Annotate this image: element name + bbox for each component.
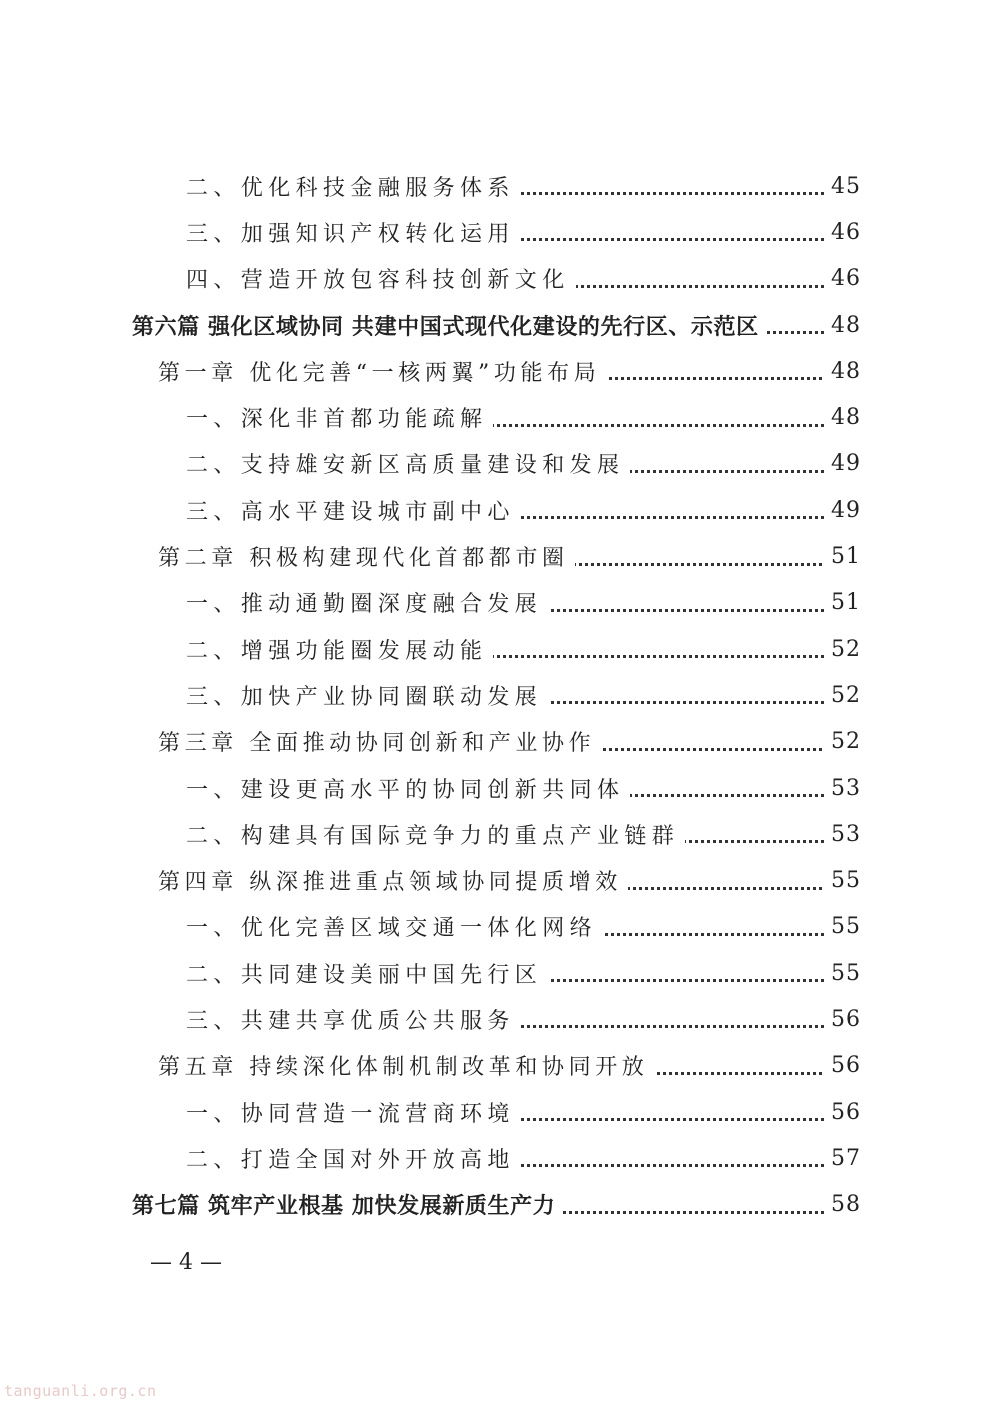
toc-entry-page-number: 56 xyxy=(825,1100,861,1125)
toc-entry-title: 二、优化科技金融服务体系 xyxy=(186,171,521,202)
toc-entry-page-number: 52 xyxy=(825,637,861,662)
toc-entry-title: 一、优化完善区域交通一体化网络 xyxy=(186,911,603,942)
toc-entry-page-number: 52 xyxy=(825,683,861,708)
toc-entry-title: 第一章 优化完善“一核两翼”功能布局 xyxy=(158,356,606,387)
toc-entry-title: 第三章 全面推动协同创新和产业协作 xyxy=(158,726,601,757)
toc-entry-section[interactable] xyxy=(0,996,992,1042)
toc-entry-title: 第五章 持续深化体制机制改革和协同开放 xyxy=(158,1050,654,1081)
toc-entry-page-number: 46 xyxy=(825,220,861,245)
toc-entry-chapter[interactable] xyxy=(0,348,992,394)
toc-entry-page-number: 52 xyxy=(825,729,861,754)
toc-entry-page-number: 58 xyxy=(825,1192,861,1217)
toc-entry-title: 四、营造开放包容科技创新文化 xyxy=(186,263,576,294)
toc-entry-page-number: 51 xyxy=(825,590,861,615)
toc-entry-page-number: 48 xyxy=(825,359,861,384)
toc-entry-title: 三、高水平建设城市副中心 xyxy=(186,495,521,526)
toc-entry-page-number: 51 xyxy=(825,544,861,569)
watermark-text: tanguanli.org.cn xyxy=(4,1382,157,1400)
toc-entry-page-number: 45 xyxy=(825,174,861,199)
toc-entry-page-number: 49 xyxy=(825,498,861,523)
toc-entry-page-number: 49 xyxy=(825,451,861,476)
toc-entry-section[interactable] xyxy=(0,904,992,950)
toc-entry-section[interactable] xyxy=(0,394,992,440)
toc-entry-section[interactable] xyxy=(0,811,992,857)
toc-entry-title: 二、共同建设美丽中国先行区 xyxy=(186,958,548,989)
toc-entry-title: 三、共建共享优质公共服务 xyxy=(186,1004,521,1035)
toc-entry-chapter[interactable] xyxy=(0,533,992,579)
toc-entry-page-number: 48 xyxy=(825,313,861,338)
toc-entry-page-number: 55 xyxy=(825,961,861,986)
toc-entry-section[interactable] xyxy=(0,256,992,302)
toc-entry-title: 一、建设更高水平的协同创新共同体 xyxy=(186,773,630,804)
toc-entry-chapter[interactable] xyxy=(0,857,992,903)
toc-entry-title: 三、加强知识产权转化运用 xyxy=(186,217,521,248)
toc-entry-title: 第六篇 强化区域协同 共建中国式现代化建设的先行区、示范区 xyxy=(132,310,765,341)
toc-entry-title: 第七篇 筑牢产业根基 加快发展新质生产力 xyxy=(132,1189,561,1220)
toc-entry-section[interactable] xyxy=(0,1089,992,1135)
toc-entry-section[interactable] xyxy=(0,626,992,672)
toc-entry-part[interactable] xyxy=(0,1182,992,1228)
toc-entry-title: 第四章 纵深推进重点领域协同提质增效 xyxy=(158,865,628,896)
toc-entry-chapter[interactable] xyxy=(0,719,992,765)
toc-entry-section[interactable] xyxy=(0,487,992,533)
toc-entry-page-number: 53 xyxy=(825,776,861,801)
toc-entry-section[interactable] xyxy=(0,441,992,487)
toc-entry-title: 第二章 积极构建现代化首都都市圈 xyxy=(158,541,575,572)
toc-entry-part[interactable] xyxy=(0,302,992,348)
toc-entry-title: 二、增强功能圈发展动能 xyxy=(186,634,493,665)
toc-entry-section[interactable] xyxy=(0,209,992,255)
toc-entry-title: 二、支持雄安新区高质量建设和发展 xyxy=(186,448,630,479)
toc-entry-title: 一、协同营造一流营商环境 xyxy=(186,1097,521,1128)
toc-entry-page-number: 55 xyxy=(825,914,861,939)
toc-entry-title: 二、构建具有国际竞争力的重点产业链群 xyxy=(186,819,685,850)
toc-entry-section[interactable] xyxy=(0,672,992,718)
toc-entry-page-number: 56 xyxy=(825,1053,861,1078)
page-number-footer: — 4 — xyxy=(150,1250,222,1275)
toc-entry-title: 一、深化非首都功能疏解 xyxy=(186,402,493,433)
toc-entry-title: 一、推动通勤圈深度融合发展 xyxy=(186,587,548,618)
toc-entry-page-number: 57 xyxy=(825,1146,861,1171)
toc-entry-section[interactable] xyxy=(0,580,992,626)
toc-entry-section[interactable] xyxy=(0,163,992,209)
toc-entry-page-number: 46 xyxy=(825,266,861,291)
toc-entry-section[interactable] xyxy=(0,950,992,996)
toc-entry-title: 三、加快产业协同圈联动发展 xyxy=(186,680,548,711)
table-of-contents xyxy=(0,163,992,1228)
toc-entry-chapter[interactable] xyxy=(0,1043,992,1089)
toc-entry-page-number: 55 xyxy=(825,868,861,893)
toc-entry-section[interactable] xyxy=(0,1135,992,1181)
toc-entry-title: 二、打造全国对外开放高地 xyxy=(186,1143,521,1174)
toc-entry-page-number: 53 xyxy=(825,822,861,847)
toc-entry-page-number: 48 xyxy=(825,405,861,430)
toc-entry-section[interactable] xyxy=(0,765,992,811)
toc-entry-page-number: 56 xyxy=(825,1007,861,1032)
